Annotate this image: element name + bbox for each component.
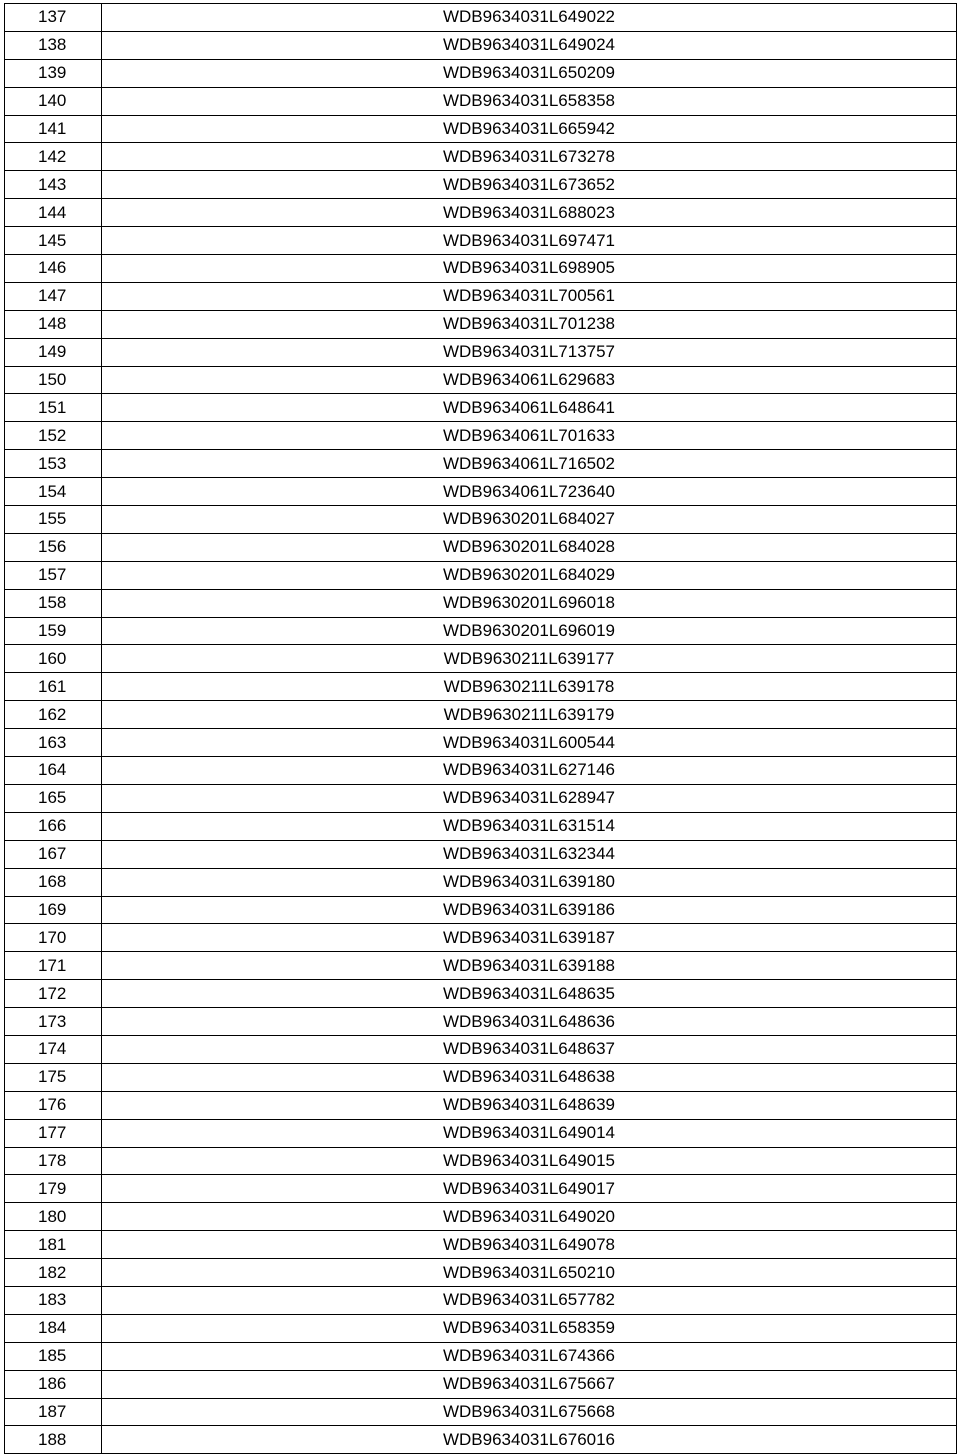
vin-cell: WDB9634031L628947 xyxy=(102,784,957,812)
table-row xyxy=(5,1063,957,1091)
vin-cell: WDB9634031L648635 xyxy=(102,980,957,1008)
table-row xyxy=(5,757,957,785)
table-row xyxy=(5,1314,957,1342)
table-row xyxy=(5,1286,957,1314)
row-number: 157 xyxy=(5,561,102,589)
vin-cell: WDB9634031L631514 xyxy=(102,812,957,840)
row-number: 174 xyxy=(5,1035,102,1063)
vin-cell: WDB9634031L688023 xyxy=(102,199,957,227)
table-row xyxy=(5,533,957,561)
row-number: 140 xyxy=(5,87,102,115)
vin-cell: WDB9634031L698905 xyxy=(102,255,957,283)
vin-cell: WDB9634031L674366 xyxy=(102,1342,957,1370)
row-number: 144 xyxy=(5,199,102,227)
table-row xyxy=(5,868,957,896)
row-number: 176 xyxy=(5,1091,102,1119)
table-row xyxy=(5,1370,957,1398)
table-row xyxy=(5,589,957,617)
vin-cell: WDB9634031L649014 xyxy=(102,1119,957,1147)
vin-cell: WDB9630201L696019 xyxy=(102,617,957,645)
row-number: 147 xyxy=(5,282,102,310)
vin-cell: WDB9634031L639188 xyxy=(102,952,957,980)
vin-cell: WDB9634031L650210 xyxy=(102,1259,957,1287)
vin-cell: WDB9634031L700561 xyxy=(102,282,957,310)
vin-cell: WDB9634031L648639 xyxy=(102,1091,957,1119)
table-row xyxy=(5,422,957,450)
vin-cell: WDB9634031L675668 xyxy=(102,1398,957,1426)
table-row xyxy=(5,1119,957,1147)
vin-cell: WDB9634031L639180 xyxy=(102,868,957,896)
vin-cell: WDB9634031L649017 xyxy=(102,1175,957,1203)
table-row xyxy=(5,59,957,87)
table-row xyxy=(5,561,957,589)
row-number: 172 xyxy=(5,980,102,1008)
vin-cell: WDB9634031L673278 xyxy=(102,143,957,171)
vin-cell: WDB9634031L657782 xyxy=(102,1286,957,1314)
vin-cell: WDB9634031L697471 xyxy=(102,227,957,255)
table-row xyxy=(5,282,957,310)
vin-table-body xyxy=(5,4,957,1454)
vin-cell: WDB9630211L639179 xyxy=(102,701,957,729)
vin-cell: WDB9634031L632344 xyxy=(102,840,957,868)
table-row xyxy=(5,673,957,701)
row-number: 163 xyxy=(5,729,102,757)
row-number: 158 xyxy=(5,589,102,617)
table-row xyxy=(5,338,957,366)
vin-cell: WDB9634031L649020 xyxy=(102,1203,957,1231)
table-row xyxy=(5,115,957,143)
vin-cell: WDB9634061L629683 xyxy=(102,366,957,394)
row-number: 151 xyxy=(5,394,102,422)
vin-cell: WDB9634031L649078 xyxy=(102,1231,957,1259)
row-number: 137 xyxy=(5,4,102,32)
row-number: 187 xyxy=(5,1398,102,1426)
row-number: 160 xyxy=(5,645,102,673)
vin-cell: WDB9634031L673652 xyxy=(102,171,957,199)
row-number: 153 xyxy=(5,450,102,478)
table-row xyxy=(5,1398,957,1426)
vin-cell: WDB9634031L675667 xyxy=(102,1370,957,1398)
table-row xyxy=(5,310,957,338)
row-number: 152 xyxy=(5,422,102,450)
row-number: 166 xyxy=(5,812,102,840)
table-row xyxy=(5,812,957,840)
table-row xyxy=(5,1008,957,1036)
table-row xyxy=(5,840,957,868)
vin-cell: WDB9634031L713757 xyxy=(102,338,957,366)
table-row xyxy=(5,1091,957,1119)
vin-cell: WDB9634031L648638 xyxy=(102,1063,957,1091)
vin-cell: WDB9634031L658358 xyxy=(102,87,957,115)
row-number: 165 xyxy=(5,784,102,812)
row-number: 156 xyxy=(5,533,102,561)
table-row xyxy=(5,1147,957,1175)
row-number: 142 xyxy=(5,143,102,171)
row-number: 159 xyxy=(5,617,102,645)
vin-cell: WDB9634061L723640 xyxy=(102,478,957,506)
table-row xyxy=(5,1035,957,1063)
row-number: 186 xyxy=(5,1370,102,1398)
row-number: 148 xyxy=(5,310,102,338)
vin-cell: WDB9634031L639186 xyxy=(102,896,957,924)
row-number: 178 xyxy=(5,1147,102,1175)
vin-cell: WDB9630211L639177 xyxy=(102,645,957,673)
vin-cell: WDB9630211L639178 xyxy=(102,673,957,701)
row-number: 138 xyxy=(5,31,102,59)
vin-cell: WDB9634031L648637 xyxy=(102,1035,957,1063)
vin-cell: WDB9634031L649022 xyxy=(102,4,957,32)
table-row xyxy=(5,1259,957,1287)
row-number: 139 xyxy=(5,59,102,87)
row-number: 183 xyxy=(5,1286,102,1314)
row-number: 180 xyxy=(5,1203,102,1231)
vin-cell: WDB9630201L684029 xyxy=(102,561,957,589)
row-number: 169 xyxy=(5,896,102,924)
table-row xyxy=(5,506,957,534)
vin-cell: WDB9630201L684028 xyxy=(102,533,957,561)
table-row xyxy=(5,617,957,645)
vin-cell: WDB9634031L676016 xyxy=(102,1426,957,1454)
table-row xyxy=(5,394,957,422)
table-row xyxy=(5,478,957,506)
row-number: 155 xyxy=(5,506,102,534)
row-number: 185 xyxy=(5,1342,102,1370)
table-row xyxy=(5,924,957,952)
vin-list-sheet xyxy=(4,3,957,1454)
table-row xyxy=(5,701,957,729)
vin-cell: WDB9634031L600544 xyxy=(102,729,957,757)
row-number: 161 xyxy=(5,673,102,701)
table-row xyxy=(5,31,957,59)
row-number: 146 xyxy=(5,255,102,283)
row-number: 164 xyxy=(5,757,102,785)
row-number: 173 xyxy=(5,1008,102,1036)
row-number: 182 xyxy=(5,1259,102,1287)
table-row xyxy=(5,450,957,478)
vin-cell: WDB9634031L650209 xyxy=(102,59,957,87)
vin-table xyxy=(4,3,957,1454)
table-row xyxy=(5,1342,957,1370)
vin-cell: WDB9634031L649015 xyxy=(102,1147,957,1175)
vin-cell: WDB9634031L627146 xyxy=(102,757,957,785)
table-row xyxy=(5,980,957,1008)
vin-cell: WDB9634031L658359 xyxy=(102,1314,957,1342)
row-number: 167 xyxy=(5,840,102,868)
table-row xyxy=(5,896,957,924)
row-number: 177 xyxy=(5,1119,102,1147)
table-row xyxy=(5,227,957,255)
table-row xyxy=(5,199,957,227)
table-row xyxy=(5,645,957,673)
row-number: 181 xyxy=(5,1231,102,1259)
row-number: 179 xyxy=(5,1175,102,1203)
row-number: 149 xyxy=(5,338,102,366)
vin-cell: WDB9630201L696018 xyxy=(102,589,957,617)
table-row xyxy=(5,1231,957,1259)
table-row xyxy=(5,255,957,283)
row-number: 168 xyxy=(5,868,102,896)
table-row xyxy=(5,1426,957,1454)
vin-cell: WDB9634061L701633 xyxy=(102,422,957,450)
row-number: 143 xyxy=(5,171,102,199)
vin-cell: WDB9634031L639187 xyxy=(102,924,957,952)
table-row xyxy=(5,784,957,812)
table-row xyxy=(5,1175,957,1203)
table-row xyxy=(5,366,957,394)
row-number: 170 xyxy=(5,924,102,952)
row-number: 150 xyxy=(5,366,102,394)
row-number: 188 xyxy=(5,1426,102,1454)
vin-cell: WDB9630201L684027 xyxy=(102,506,957,534)
row-number: 175 xyxy=(5,1063,102,1091)
table-row xyxy=(5,729,957,757)
table-row xyxy=(5,952,957,980)
row-number: 154 xyxy=(5,478,102,506)
table-row xyxy=(5,1203,957,1231)
vin-cell: WDB9634031L648636 xyxy=(102,1008,957,1036)
row-number: 141 xyxy=(5,115,102,143)
table-row xyxy=(5,143,957,171)
table-row xyxy=(5,87,957,115)
vin-cell: WDB9634031L701238 xyxy=(102,310,957,338)
row-number: 145 xyxy=(5,227,102,255)
table-row xyxy=(5,171,957,199)
vin-cell: WDB9634061L716502 xyxy=(102,450,957,478)
row-number: 162 xyxy=(5,701,102,729)
table-row xyxy=(5,4,957,32)
vin-cell: WDB9634031L649024 xyxy=(102,31,957,59)
row-number: 184 xyxy=(5,1314,102,1342)
vin-cell: WDB9634061L648641 xyxy=(102,394,957,422)
row-number: 171 xyxy=(5,952,102,980)
vin-cell: WDB9634031L665942 xyxy=(102,115,957,143)
